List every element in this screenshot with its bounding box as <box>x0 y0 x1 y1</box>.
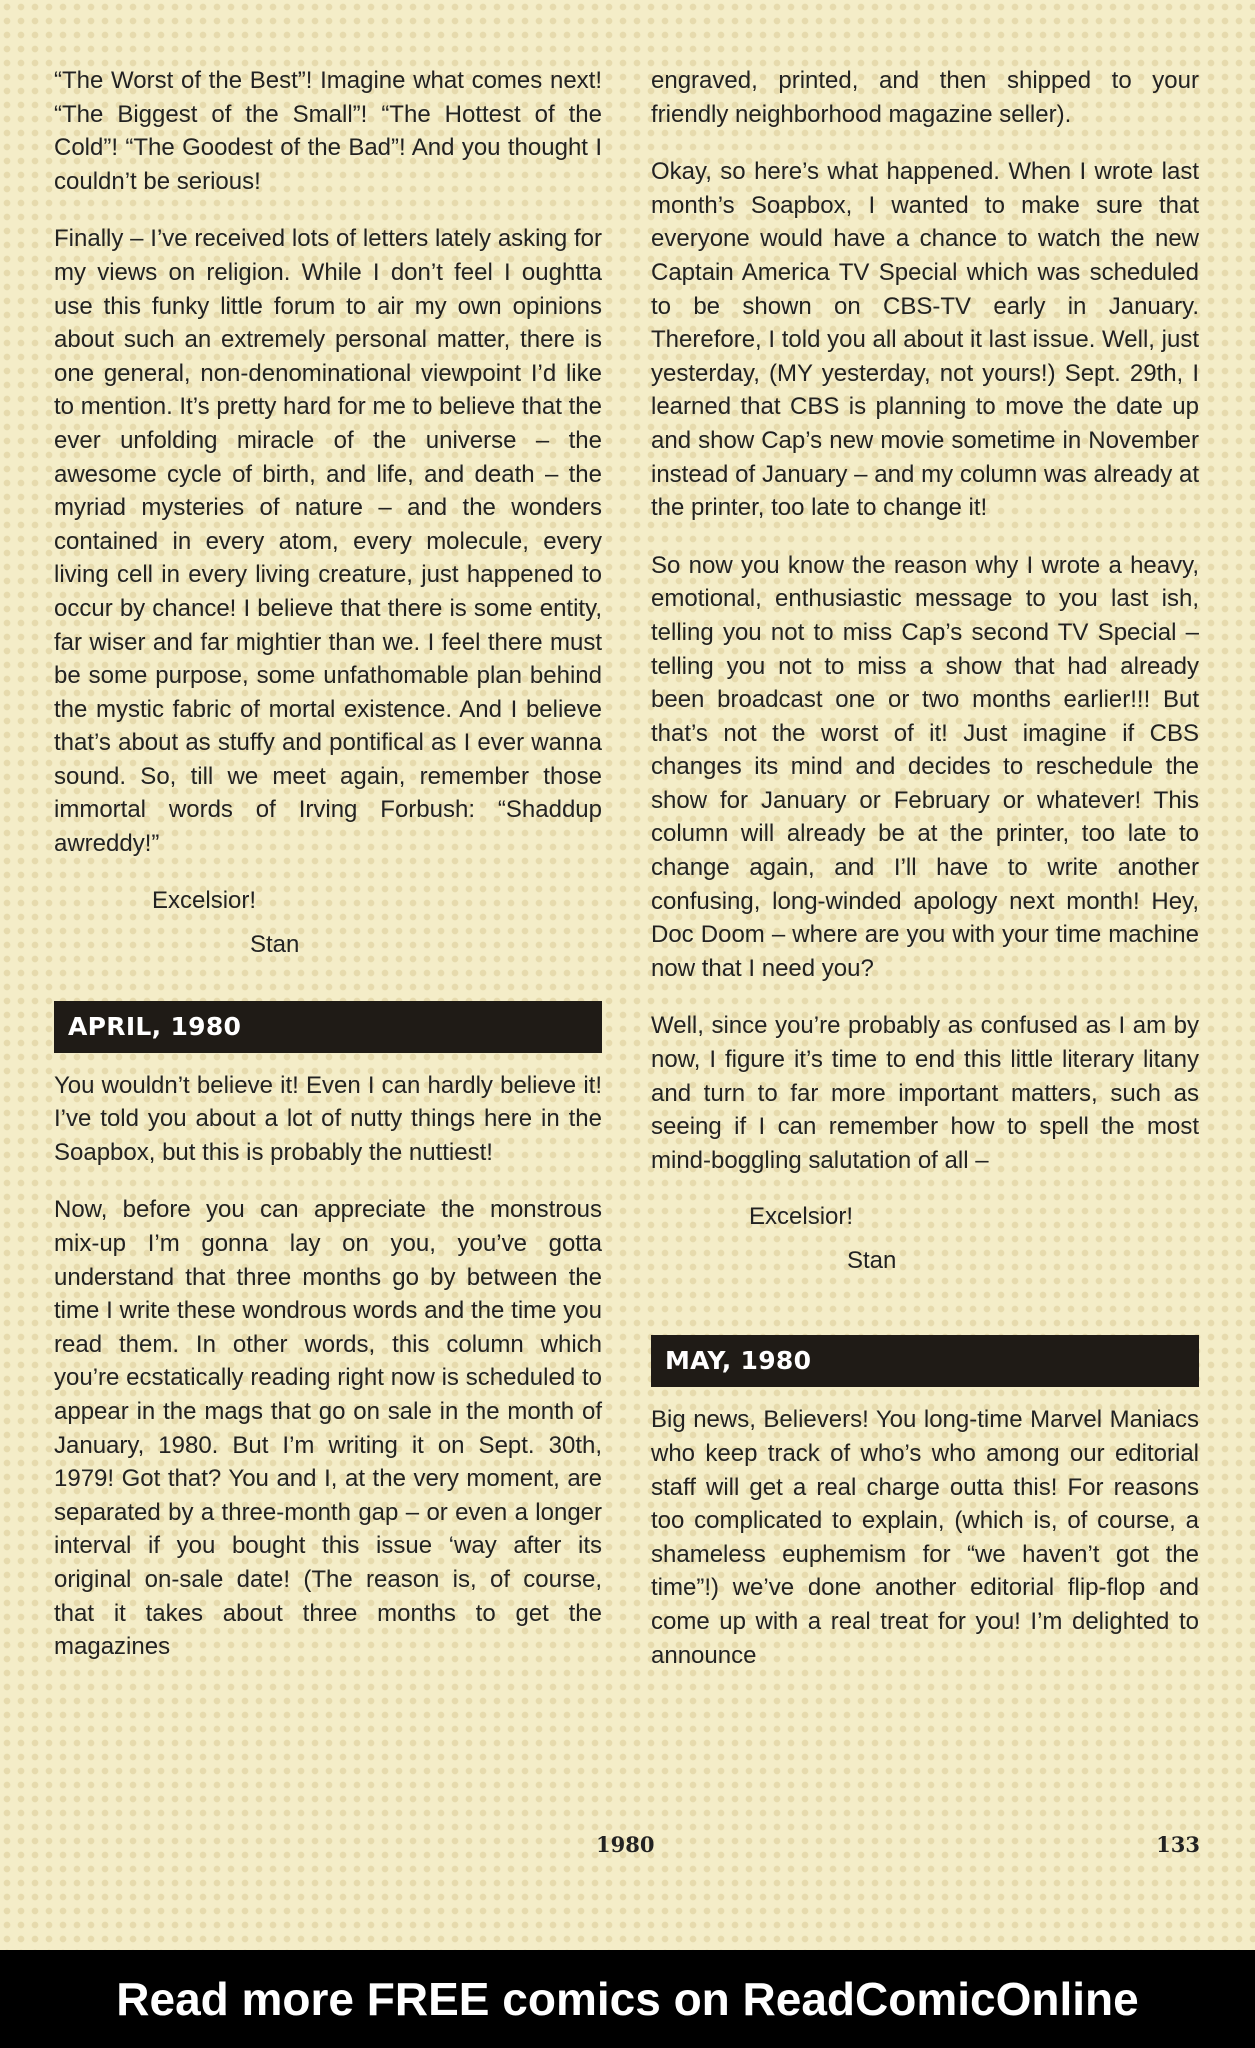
paragraph: Now, before you can appreciate the monstrous mix-up I’m gonna lay on you, you’ve gotta understand that three months go by between the time I write these wondrous words and the time you read them. In other words, this column which you’re ecstatically reading right now is scheduled to appear in the mags that go on sale in the month of January, 1980. But I’m writing it on Sept. 30th, 1979! Got that? You and I, at the very moment, are separated by a three-month gap – or even a longer interval if you bought this issue ‘way after its original on-sale date! (The reason is, of course, that it takes about three months to get the magazines <box>54 1196 602 1661</box>
left-column <box>54 64 602 1688</box>
paragraph: Big news, Believers! You long-time Marvel Maniacs who keep track of who’s who among our editorial staff will get a real charge outta this! For reasons too complicated to explain, (which is, of course, a shameless euphemism for “we haven’t got the time”!) we’ve done another editorial flip-flop and come up with a real treat for you! I’m delighted to announce <box>651 1406 1199 1669</box>
paragraph: So now you know the reason why I wrote a heavy, emotional, enthusiastic message to you last ish, telling you not to miss Cap’s second TV Special – telling you not to miss a show that had already been broadcast one or two months earlier!!! But that’s not the worst of it! Just imagine if CBS changes its mind and decides to reschedule the show for January or February or whatever! This column will already be at the printer, too late to change again, and I’ll have to write another confusing, long-winded apology next month! Hey, Doc Doom – where are you with your time machine now that I need you? <box>651 551 1199 982</box>
paragraph: You wouldn’t believe it! Even I can hardly believe it! I’ve told you about a lot of nutty things here in the Soapbox, but this is probably the nuttiest! <box>54 1071 602 1166</box>
page-number: 133 <box>1156 1832 1200 1857</box>
section-heading-april-1980: APRIL, 1980 <box>54 1001 602 1053</box>
read-more-banner-link[interactable]: Read more FREE comics on ReadComicOnline <box>0 1950 1255 2048</box>
paragraph: engraved, printed, and then shipped to your friendly neighborhood magazine seller). <box>651 67 1199 128</box>
signature-text: Stan <box>250 930 300 958</box>
paragraph: Well, since you’re probably as confused as I am by now, I figure it’s time to end this little literary litany and turn to far more important matters, such as seeing if I can remember how to spell the most mind-boggling salutation of all – <box>651 1012 1199 1174</box>
signoff-text: Excelsior! <box>749 1203 854 1231</box>
paragraph: Okay, so here’s what happened. When I wrote last month’s Soapbox, I wanted to make sure that everyone would have a chance to watch the new Captain America TV Special which was scheduled to be shown on CBS-TV early in January. Therefore, I told you all about it last issue. Well, just yesterday, (MY yesterday, not yours!) Sept. 29th, I learned that CBS is planning to move the date up and show Cap’s new movie sometime in November instead of January – and my column was already at the printer, too late to change it! <box>651 158 1199 522</box>
paragraph: “The Worst of the Best”! Imagine what comes next! “The Biggest of the Small”! “The Hottest of the Cold”! “The Goodest of the Bad”! And you thought I couldn’t be serious! <box>54 67 602 195</box>
paragraph: Finally – I’ve received lots of letters lately asking for my views on religion. While I don’t feel I oughtta use this funky little forum to air my own opinions about such an extremely personal matter, there is one general, non-denominational viewpoint I’d like to mention. It’s pretty hard for me to believe that the ever unfolding miracle of the universe – the awesome cycle of birth, and life, and death – the myriad mysteries of nature – and the wonders contained in every atom, every molecule, every living cell in every living creature, just happened to occur by chance! I believe that there is some entity, far wiser and far mightier than we. I feel there must be some purpose, some unfathomable plan behind the mystic fabric of mortal existence. And I believe that’s about as stuffy and pontifical as I ever wanna sound. So, till we meet again, remember those immortal words of Irving Forbush: “Shaddup awreddy!” <box>54 225 602 858</box>
right-column <box>651 64 1199 1696</box>
footer-year: 1980 <box>596 1832 655 1857</box>
section-heading-may-1980: MAY, 1980 <box>651 1335 1199 1387</box>
signoff-text: Excelsior! <box>152 886 257 914</box>
signature-text: Stan <box>847 1247 897 1275</box>
